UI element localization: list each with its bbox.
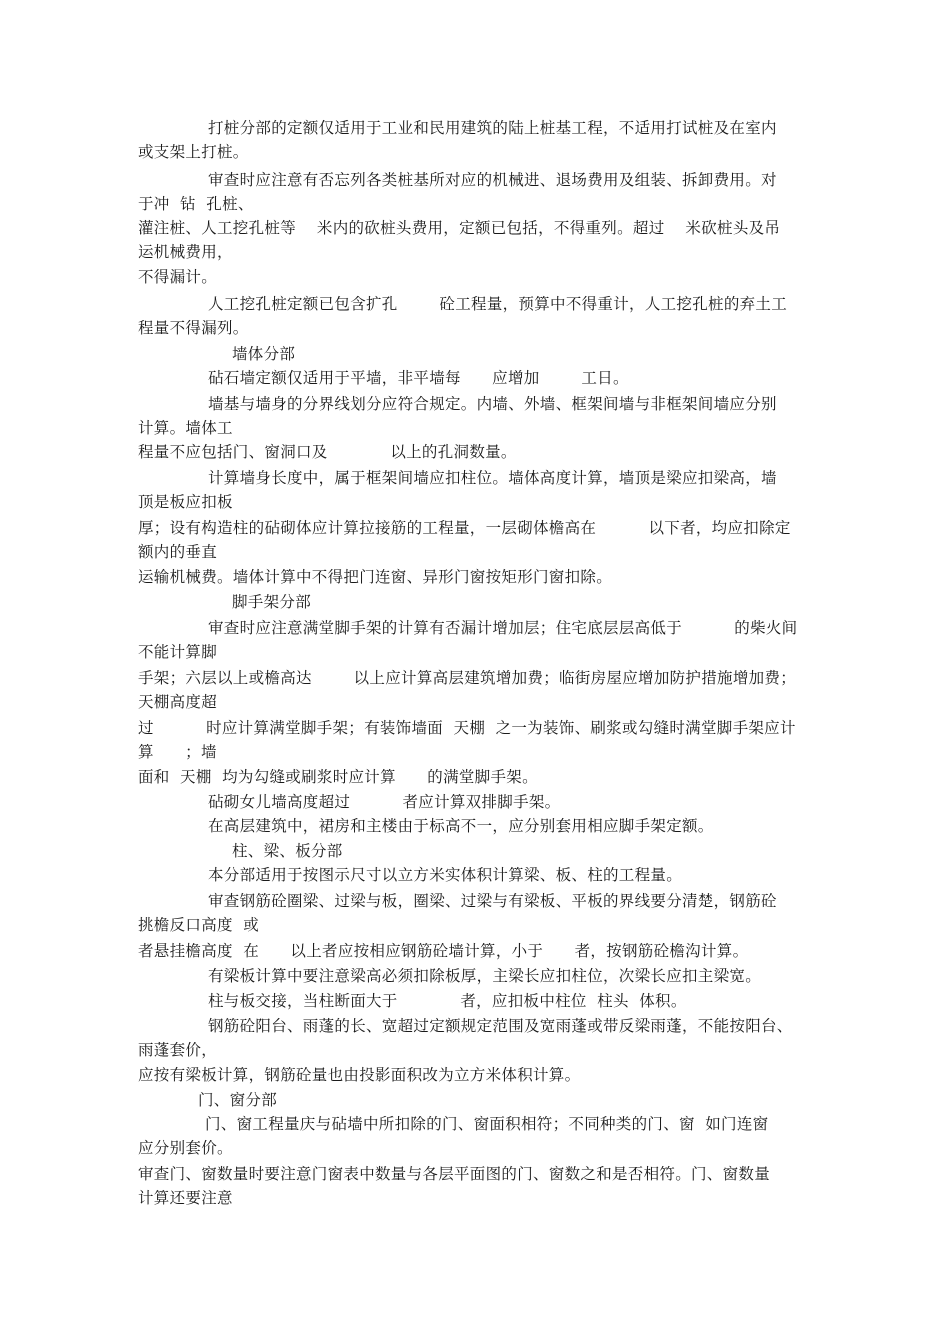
paragraph-line: 打桩分部的定额仅适用于工业和民用建筑的陆上桩基工程，不适用打试桩及在室内: [208, 119, 777, 137]
paragraph-line: 砧石墙定额仅适用于平墙，非平墙每 应增加 工日。: [208, 369, 629, 387]
paragraph-line: 钢筋砼阳台、雨蓬的长、宽超过定额规定范围及宽雨蓬或带反梁雨蓬，不能按阳台、: [208, 1017, 793, 1035]
paragraph-line: 程量不应包括门、窗洞口及 以上的孔洞数量。: [138, 443, 517, 461]
section-heading: 墙体分部: [232, 345, 296, 363]
paragraph-line: 或支架上打桩。: [138, 143, 249, 161]
paragraph-line: 额内的垂直: [138, 543, 218, 561]
paragraph-line: 者悬挂檐高度 在 以上者应按相应钢筋砼墙计算，小于 者，按钢筋砼檐沟计算。: [138, 942, 749, 960]
paragraph-line: 审查时应注意满堂脚手架的计算有否漏计增加层；住宅底层层高低于 的柴火间: [208, 619, 798, 637]
paragraph-line: 门、窗工程量庆与砧墙中所扣除的门、窗面积相符；不同种类的门、窗 如门连窗: [205, 1115, 769, 1133]
paragraph-line: 墙基与墙身的分界线划分应符合规定。内墙、外墙、框架间墙与非框架间墙应分别: [208, 395, 777, 413]
paragraph-line: 柱与板交接，当柱断面大于 者，应扣板中柱位 柱头 体积。: [208, 992, 687, 1010]
paragraph-line: 于冲 钻 孔桩、: [138, 195, 254, 213]
section-heading: 门、窗分部: [198, 1091, 278, 1109]
paragraph-line: 人工挖孔桩定额已包含扩孔 砼工程量，预算中不得重计，人工挖孔桩的弃土工: [208, 295, 788, 313]
paragraph-line: 有梁板计算中要注意梁高必须扣除板厚，主梁长应扣柱位，次梁长应扣主梁宽。: [208, 967, 762, 985]
paragraph-line: 不得漏计。: [138, 268, 218, 286]
paragraph-line: 厚；设有构造柱的砧砌体应计算拉接筋的工程量，一层砌体檐高在 以下者，均应扣除定: [138, 519, 791, 537]
paragraph-line: 审查钢筋砼圈梁、过梁与板，圈梁、过梁与有梁板、平板的界线要分清楚，钢筋砼: [208, 892, 777, 910]
paragraph-line: 审查时应注意有否忘列各类桩基所对应的机械进、退场费用及组装、拆卸费用。对: [208, 171, 777, 189]
paragraph-line: 顶是板应扣板: [138, 493, 233, 511]
paragraph-line: 运输机械费。墙体计算中不得把门连窗、异形门窗按矩形门窗扣除。: [138, 568, 613, 586]
paragraph-line: 算 ；墙: [138, 743, 217, 761]
paragraph-line: 雨蓬套价，: [138, 1041, 218, 1059]
paragraph-line: 挑檐反口高度 或: [138, 916, 260, 934]
paragraph-line: 应分别套价。: [138, 1139, 233, 1157]
paragraph-line: 计算还要注意: [138, 1189, 233, 1207]
paragraph-line: 灌注桩、人工挖孔桩等 米内的砍桩头费用，定额已包括，不得重列。超过 米砍桩头及吊: [138, 219, 781, 237]
paragraph-line: 手架；六层以上或檐高达 以上应计算高层建筑增加费；临街房屋应增加防护措施增加费；: [138, 669, 797, 687]
paragraph-line: 天棚高度超: [138, 693, 218, 711]
paragraph-line: 审查门、窗数量时要注意门窗表中数量与各层平面图的门、窗数之和是否相符。门、窗数量: [138, 1165, 771, 1183]
paragraph-line: 应按有梁板计算，钢筋砼量也由投影面积改为立方米体积计算。: [138, 1066, 581, 1084]
paragraph-line: 计算。墙体工: [138, 419, 233, 437]
section-heading: 脚手架分部: [232, 593, 312, 611]
paragraph-line: 面和 天棚 均为勾缝或刷浆时应计算 的满堂脚手架。: [138, 768, 538, 786]
paragraph-line: 运机械费用，: [138, 243, 233, 261]
paragraph-line: 计算墙身长度中，属于框架间墙应扣柱位。墙体高度计算，墙顶是梁应扣梁高，墙: [208, 469, 777, 487]
section-heading: 柱、梁、板分部: [232, 842, 343, 860]
paragraph-line: 程量不得漏列。: [138, 319, 249, 337]
paragraph-line: 本分部适用于按图示尺寸以立方米实体积计算梁、板、柱的工程量。: [208, 866, 683, 884]
paragraph-line: 在高层建筑中，裙房和主楼由于标高不一，应分别套用相应脚手架定额。: [208, 817, 714, 835]
paragraph-line: 砧砌女儿墙高度超过 者应计算双排脚手架。: [208, 793, 561, 811]
paragraph-line: 过 时应计算满堂脚手架；有装饰墙面 天棚 之一为装饰、刷浆或勾缝时满堂脚手架应计: [138, 719, 796, 737]
paragraph-line: 不能计算脚: [138, 643, 218, 661]
